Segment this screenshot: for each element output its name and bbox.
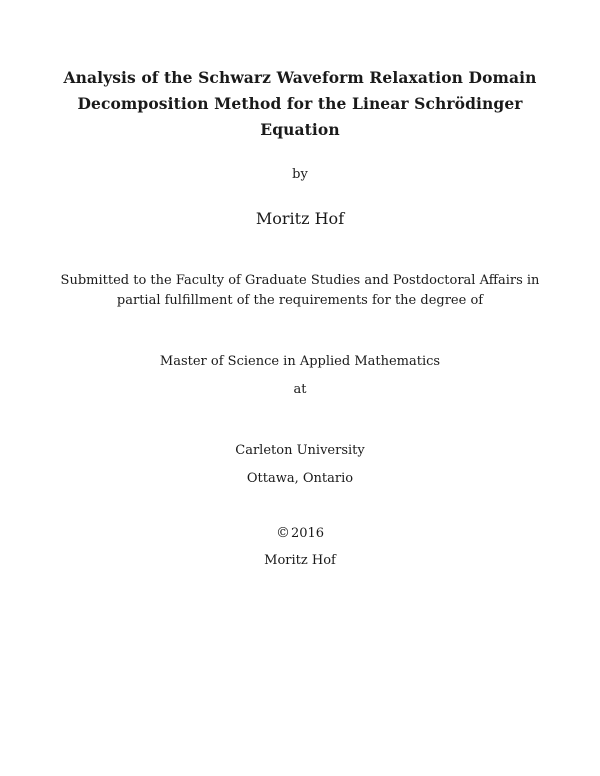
copyright-year: 2016 bbox=[290, 526, 325, 541]
copyright-symbol: © bbox=[275, 525, 290, 541]
author-name: Moritz Hof bbox=[255, 209, 345, 228]
degree-name: Master of Science in Applied Mathematics bbox=[159, 354, 441, 369]
institution-location: Ottawa, Ontario bbox=[246, 471, 354, 486]
by-label: by bbox=[292, 167, 308, 182]
institution-name: Carleton University bbox=[235, 443, 365, 458]
copyright-holder: Moritz Hof bbox=[264, 553, 336, 568]
at-label: at bbox=[293, 382, 307, 397]
submission-line-2: partial fulfillment of the requirements for the degree of bbox=[116, 293, 484, 308]
copyright-line bbox=[0, 525, 600, 541]
submission-line-1: Submitted to the Faculty of Graduate Studies and Postdoctoral Affairs in bbox=[60, 273, 540, 288]
title-line-3: Equation bbox=[260, 120, 340, 139]
title-line-1: Analysis of the Schwarz Waveform Relaxation Domain bbox=[63, 68, 537, 87]
title-line-2: Decomposition Method for the Linear Schrödinger bbox=[77, 94, 523, 113]
